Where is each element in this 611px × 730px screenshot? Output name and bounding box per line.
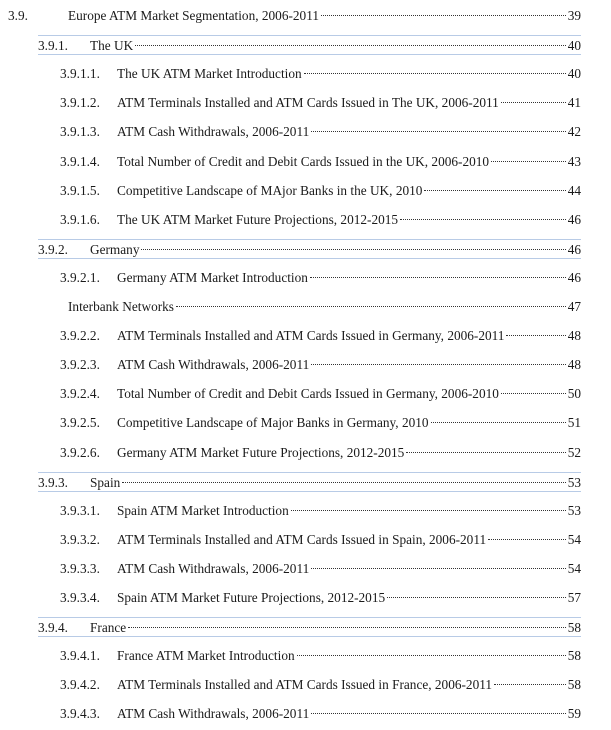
toc-entry-number: 3.9.2.6.	[60, 444, 100, 460]
toc-entry-number: 3.9.	[8, 8, 28, 23]
toc-entry-page-number: 47	[567, 299, 581, 314]
toc-entry[interactable]	[60, 413, 581, 433]
toc-entry-title: Germany ATM Market Introduction	[117, 269, 308, 285]
toc-entry-page-number: 51	[567, 415, 581, 431]
toc-entry-title: Competitive Landscape of MAjor Banks in the UK, 2010	[117, 182, 423, 198]
dot-leader	[321, 15, 566, 16]
toc-entry-number: 3.9.2.2.	[60, 328, 100, 344]
toc-entry-title: France ATM Market Introduction	[117, 648, 295, 664]
toc-entry-page-number: 41	[567, 95, 581, 111]
toc-entry[interactable]	[60, 268, 581, 288]
toc-entry[interactable]	[60, 443, 581, 463]
toc-entry[interactable]	[60, 122, 581, 142]
toc-entry[interactable]	[60, 152, 581, 172]
toc-entry-page-number: 42	[567, 124, 581, 140]
toc-entry[interactable]	[60, 181, 581, 201]
toc-entry-number: 3.9.4.2.	[60, 677, 100, 693]
toc-entry-page-number: 44	[567, 182, 581, 198]
toc-entry[interactable]	[60, 646, 581, 666]
toc-entry-page-number: 58	[567, 648, 581, 664]
toc-entry[interactable]	[60, 355, 581, 375]
toc-entry-number: 3.9.2.	[38, 241, 68, 257]
toc-entry-title: Total Number of Credit and Debit Cards Issued in Germany, 2006-2010	[117, 386, 499, 402]
toc-entry-number: 3.9.3.4.	[60, 590, 100, 605]
toc-entry-title: Competitive Landscape of Major Banks in Germany, 2010	[117, 415, 429, 431]
toc-entry-number: 3.9.1.1.	[60, 66, 100, 82]
toc-entry-title: ATM Cash Withdrawals, 2006-2011	[117, 560, 310, 576]
toc-entry-page-number: 48	[567, 328, 581, 344]
toc-entry-page-number: 46	[567, 211, 581, 227]
dot-leader	[176, 306, 566, 307]
toc-entry-title: Germany	[90, 241, 140, 257]
dot-leader	[494, 684, 566, 685]
toc-entry-title: ATM Cash Withdrawals, 2006-2011	[117, 357, 310, 373]
toc-entry-number: 3.9.1.6.	[60, 211, 100, 227]
toc-entry[interactable]	[60, 675, 581, 695]
toc-entry[interactable]	[38, 35, 581, 55]
toc-entry-number: 3.9.3.3.	[60, 560, 100, 576]
toc-entry-page-number: 54	[567, 531, 581, 547]
toc-entry-title: Spain ATM Market Introduction	[117, 502, 289, 518]
toc-entry-page-number: 57	[567, 590, 581, 605]
toc-entry-number: 3.9.3.1.	[60, 502, 100, 518]
dot-leader	[491, 161, 566, 162]
dot-leader	[128, 627, 566, 628]
dot-leader	[387, 597, 566, 598]
dot-leader	[141, 249, 565, 250]
toc-entry-number: 3.9.3.	[38, 474, 68, 490]
toc-entry-number: 3.9.1.4.	[60, 153, 100, 169]
toc-entry[interactable]	[38, 239, 581, 259]
toc-entry-page-number: 58	[567, 677, 581, 693]
toc-entry[interactable]	[8, 6, 581, 26]
dot-leader	[400, 219, 566, 220]
toc-entry[interactable]	[68, 297, 581, 317]
toc-entry[interactable]	[38, 617, 581, 637]
toc-entry-page-number: 59	[567, 706, 581, 722]
toc-entry-page-number: 52	[567, 444, 581, 460]
dot-leader	[424, 190, 565, 191]
toc-entry-title: The UK ATM Market Future Projections, 2012-2015	[117, 211, 399, 227]
toc-entry-page-number: 40	[567, 66, 581, 82]
toc-entry-page-number: 48	[567, 357, 581, 373]
toc-entry-page-number: 43	[567, 153, 581, 169]
toc-entry-title: ATM Cash Withdrawals, 2006-2011	[117, 124, 310, 140]
dot-leader	[501, 102, 566, 103]
toc-entry[interactable]	[60, 501, 581, 521]
toc-entry-title: The UK ATM Market Introduction	[117, 66, 302, 82]
toc-entry-page-number: 46	[567, 241, 581, 257]
toc-entry-title: ATM Cash Withdrawals, 2006-2011	[117, 706, 310, 722]
toc-entry[interactable]	[60, 384, 581, 404]
toc-entry-number: 3.9.2.4.	[60, 386, 100, 402]
toc-entry-page-number: 39	[567, 8, 581, 23]
dot-leader	[297, 655, 566, 656]
dot-leader	[506, 335, 565, 336]
dot-leader	[311, 131, 565, 132]
dot-leader	[406, 452, 565, 453]
toc-entry-number: 3.9.4.	[38, 620, 68, 636]
toc-entry-page-number: 50	[567, 386, 581, 402]
toc-entry[interactable]	[60, 559, 581, 579]
toc-entry-number: 3.9.1.	[38, 38, 68, 54]
toc-entry[interactable]	[60, 64, 581, 84]
toc-entry-number: 3.9.2.1.	[60, 269, 100, 285]
toc-entry-page-number: 40	[567, 38, 581, 54]
toc-entry-page-number: 58	[567, 620, 581, 636]
toc-entry[interactable]	[60, 530, 581, 550]
dot-leader	[304, 73, 566, 74]
dot-leader	[311, 568, 565, 569]
toc-entry-number: 3.9.4.3.	[60, 706, 100, 722]
toc-entry[interactable]	[60, 588, 581, 608]
toc-entry-page-number: 53	[567, 474, 581, 490]
toc-entry-title: Spain ATM Market Future Projections, 2012-2015	[117, 590, 386, 605]
toc-entry[interactable]	[60, 210, 581, 230]
toc-entry-number: 3.9.2.3.	[60, 357, 100, 373]
toc-entry-number: 3.9.1.2.	[60, 95, 100, 111]
toc-entry-number: 3.9.1.3.	[60, 124, 100, 140]
toc-entry[interactable]	[60, 93, 581, 113]
toc-entry-number: 3.9.3.2.	[60, 531, 100, 547]
dot-leader	[135, 45, 566, 46]
toc-entry-title: France	[90, 620, 127, 636]
toc-entry-title: Spain	[90, 474, 121, 490]
toc-entry[interactable]	[38, 472, 581, 492]
dot-leader	[291, 510, 566, 511]
toc-entry-title: ATM Terminals Installed and ATM Cards Issued in Germany, 2006-2011	[117, 328, 505, 344]
dot-leader	[311, 713, 565, 714]
toc-entry-title: Total Number of Credit and Debit Cards Issued in the UK, 2006-2010	[117, 153, 490, 169]
dot-leader	[431, 422, 566, 423]
toc-entry-title: ATM Terminals Installed and ATM Cards Issued in Spain, 2006-2011	[117, 531, 487, 547]
toc-entry-number: 3.9.2.5.	[60, 415, 100, 431]
toc-entry[interactable]	[60, 704, 581, 724]
toc-entry-page-number: 46	[567, 269, 581, 285]
dot-leader	[311, 364, 565, 365]
toc-entry-title: ATM Terminals Installed and ATM Cards Issued in The UK, 2006-2011	[117, 95, 499, 111]
dot-leader	[488, 539, 566, 540]
toc-entry-title: Europe ATM Market Segmentation, 2006-2011	[68, 8, 319, 23]
dot-leader	[501, 393, 566, 394]
toc-entry-number: 3.9.1.5.	[60, 182, 100, 198]
toc-entry-title: Interbank Networks	[68, 299, 174, 314]
dot-leader	[122, 482, 565, 483]
toc-entry[interactable]	[60, 326, 581, 346]
toc-entry-title: ATM Terminals Installed and ATM Cards Issued in France, 2006-2011	[117, 677, 493, 693]
toc-entry-page-number: 53	[567, 502, 581, 518]
toc-entry-title: Germany ATM Market Future Projections, 2012-2015	[117, 444, 405, 460]
toc-entry-page-number: 54	[567, 560, 581, 576]
toc-entry-number: 3.9.4.1.	[60, 648, 100, 664]
dot-leader	[310, 277, 566, 278]
toc-entry-title: The UK	[90, 38, 134, 54]
